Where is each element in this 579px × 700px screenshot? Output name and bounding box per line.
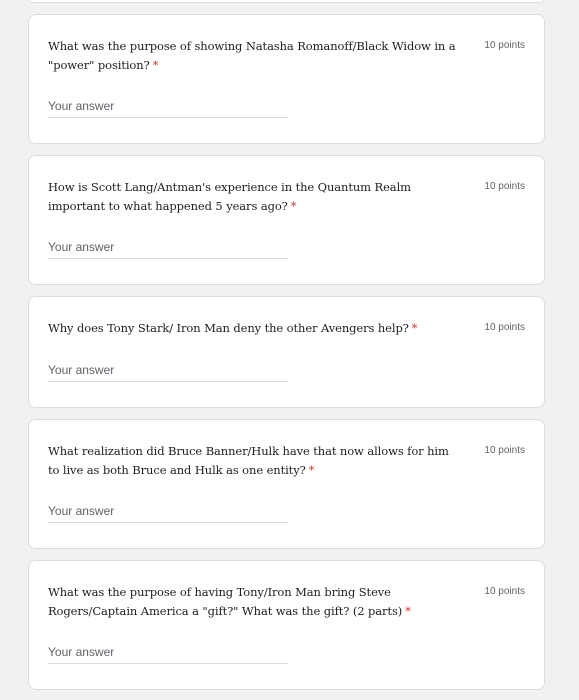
previous-question-card [28,0,545,3]
question-text-5: What was the purpose of having Tony/Iron Man bring Steve Rogers/Captain America a "gift?" What was the gift? (2 parts) [48,585,403,618]
answer-input-2[interactable] [48,236,288,259]
question-card-1 [28,14,545,144]
required-asterisk-5: * [405,604,411,618]
required-asterisk-3: * [411,321,418,335]
question-text-1: What was the purpose of showing Natasha Romanoff/Black Widow in a "power" position? [48,39,456,72]
question-points-1: 10 points [484,40,525,51]
answer-input-4[interactable] [48,500,288,523]
question-title-4 [48,442,460,480]
question-card-5 [28,560,545,690]
question-points-4: 10 points [484,445,525,456]
question-card-2 [28,155,545,285]
question-card-4 [28,419,545,549]
answer-input-5[interactable] [48,641,288,664]
answer-input-3[interactable] [48,359,288,382]
question-title-5 [48,583,460,621]
question-points-5: 10 points [484,586,525,597]
required-asterisk-1: * [152,58,159,72]
question-title-2 [48,178,460,216]
question-card-3 [28,296,545,408]
question-points-3: 10 points [484,322,525,333]
question-text-4: What realization did Bruce Banner/Hulk have that now allows for him to live as both Bruce and Hulk as one entity? [48,444,449,477]
question-title-3 [48,319,460,338]
required-asterisk-4: * [308,463,315,477]
question-points-2: 10 points [484,181,525,192]
question-text-3: Why does Tony Stark/ Iron Man deny the other Avengers help? [48,321,409,335]
question-text-2: How is Scott Lang/Antman's experience in the Quantum Realm important to what happened 5 years ago? [48,180,411,213]
answer-input-1[interactable] [48,95,288,118]
question-title-1 [48,37,460,75]
required-asterisk-2: * [290,199,297,213]
